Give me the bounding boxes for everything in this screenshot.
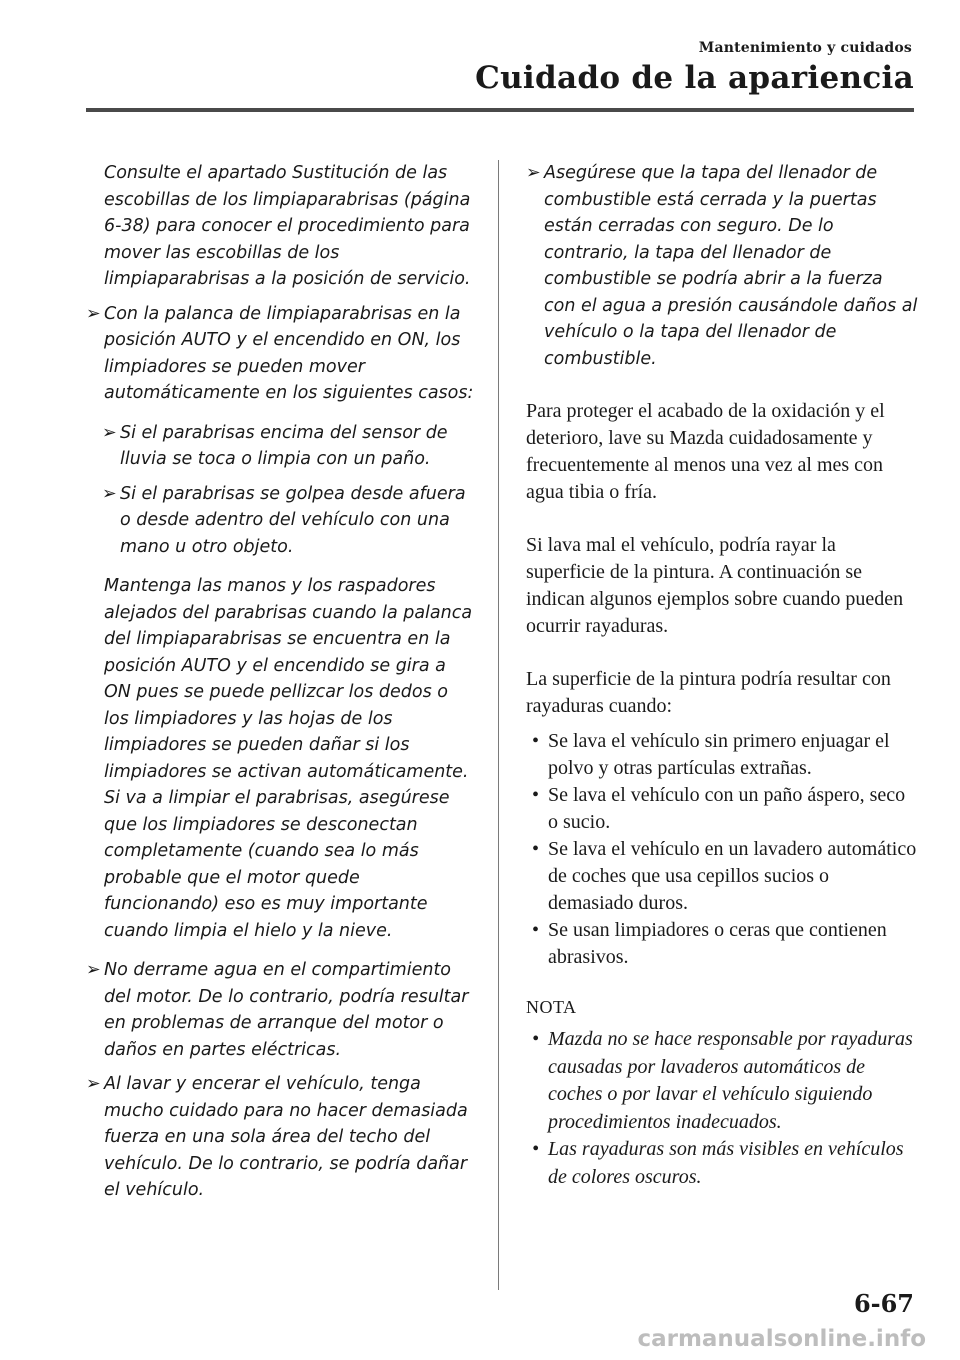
arrow-bullet-icon: ➢	[86, 1074, 101, 1094]
sub-bullet-impact	[86, 481, 478, 561]
list-item	[526, 1026, 918, 1136]
bullet-text: Si el parabrisas encima del sensor de lluvia se toca o limpia con un paño.	[120, 422, 448, 469]
intro-paragraph: Consulte el apartado Sustitución de las escobillas de los limpiaparabrisas (página 6-38) para conocer el procedimiento para mover las escobillas de los limpiaparabrisas a la posición de servicio.	[104, 163, 471, 289]
dot-bullet-icon: •	[532, 784, 540, 806]
section-label: Mantenimiento y cuidados	[698, 40, 912, 56]
dot-bullet-icon: •	[532, 838, 540, 860]
arrow-bullet-icon: ➢	[86, 960, 101, 980]
dot-bullet-icon: •	[532, 1138, 540, 1160]
right-column	[526, 160, 918, 1191]
bullet-text: Con la palanca de limpiaparabrisas en la posición AUTO y el encendido en ON, los limpiadores se pueden mover automáticamente en los siguientes casos:	[104, 303, 474, 403]
arrow-bullet-icon: ➢	[102, 483, 117, 504]
scratch-paragraph: Si lava mal el vehículo, podría rayar la superficie de la pintura. A continuación se indican algunos ejemplos sobre cuando pueden ocurrir rayaduras.	[526, 534, 904, 637]
keep-hands-paragraph: Mantenga las manos y los raspadores alejados del parabrisas cuando la palanca del limpiaparabrisas se encuentra en la posición AUTO y el encendido se gira a ON pues se puede pellizcar los dedos o los limpiadores y las hojas de los limpiadores se pueden dañar si los limpiadores se activan automáticamente.	[104, 576, 473, 782]
list-item	[526, 782, 918, 836]
list-item	[526, 836, 918, 917]
list-item	[526, 728, 918, 782]
bullet-text: Al lavar y encerar el vehículo, tenga mucho cuidado para no hacer demasiada fuerza en una sola área del techo del vehículo. De lo contrario, se podría dañar el vehículo.	[104, 1074, 468, 1200]
list-item-text: Se lava el vehículo sin primero enjuagar el polvo y otras partículas extrañas.	[548, 730, 890, 779]
list-item	[526, 1136, 918, 1191]
list-item-text: Las rayaduras son más visibles en vehículos de colores oscuros.	[548, 1138, 904, 1188]
header-rule	[86, 108, 914, 112]
list-item-text: Mazda no se hace responsable por rayaduras causadas por lavaderos automáticos de coches o por lavar el vehículo siguiendo procedimientos inadecuados.	[548, 1028, 913, 1133]
bullet-text: No derrame agua en el compartimiento del motor. De lo contrario, podría resultar en problemas de arranque del motor o daños en partes eléctricas.	[104, 960, 469, 1060]
bullet-auto-mode	[86, 301, 478, 407]
protect-paragraph: Para proteger el acabado de la oxidación y el deterioro, lave su Mazda cuidadosamente y frecuentemente al menos una vez al mes con agua tibia o fría.	[526, 400, 885, 503]
list-item-text: Se lava el vehículo con un paño áspero, seco o sucio.	[548, 784, 906, 833]
left-column	[86, 160, 478, 1204]
list-item-text: Se usan limpiadores o ceras que contienen abrasivos.	[548, 919, 887, 968]
page-number: 6-67	[853, 1289, 914, 1318]
arrow-bullet-icon: ➢	[526, 163, 541, 183]
list-item-text: Se lava el vehículo en un lavadero automático de coches que usa cepillos sucios o demasiado duros.	[548, 838, 917, 914]
bullet-text: Asegúrese que la tapa del llenador de combustible está cerrada y la puertas están cerradas con seguro. De lo contrario, la tapa del llenador de combustible se podría abrir a la fuerza con el agua a presión causándole daños al vehículo o la tapa del llenador de combustible.	[544, 163, 918, 369]
bullet-fuel-lid	[526, 160, 918, 372]
dot-bullet-icon: •	[532, 919, 540, 941]
bullet-text: Si el parabrisas se golpea desde afuera o desde adentro del vehículo con una mano u otro objeto.	[120, 483, 466, 557]
page-title: Cuidado de la apariencia	[475, 60, 914, 96]
sub-bullet-rain-sensor	[86, 420, 478, 473]
surface-paragraph: La superficie de la pintura podría resultar con rayaduras cuando:	[526, 668, 891, 717]
column-divider	[498, 160, 499, 1290]
ice-note-paragraph: Si va a limpiar el parabrisas, asegúrese que los limpiadores se desconectan completamente (cuando sea lo más probable que el motor quede funcionando) eso es muy importante cuando limpia el hielo y la nieve.	[104, 788, 450, 941]
bullet-engine-water	[86, 957, 478, 1063]
list-item	[526, 917, 918, 971]
nota-label: NOTA	[526, 997, 577, 1017]
scratch-list	[526, 728, 918, 971]
dot-bullet-icon: •	[532, 730, 540, 752]
watermark: carmanualsonline.info	[637, 1326, 926, 1352]
dot-bullet-icon: •	[532, 1028, 540, 1050]
arrow-bullet-icon: ➢	[102, 422, 117, 443]
arrow-bullet-icon: ➢	[86, 303, 101, 324]
nota-list	[526, 1026, 918, 1191]
bullet-wax-roof	[86, 1071, 478, 1204]
